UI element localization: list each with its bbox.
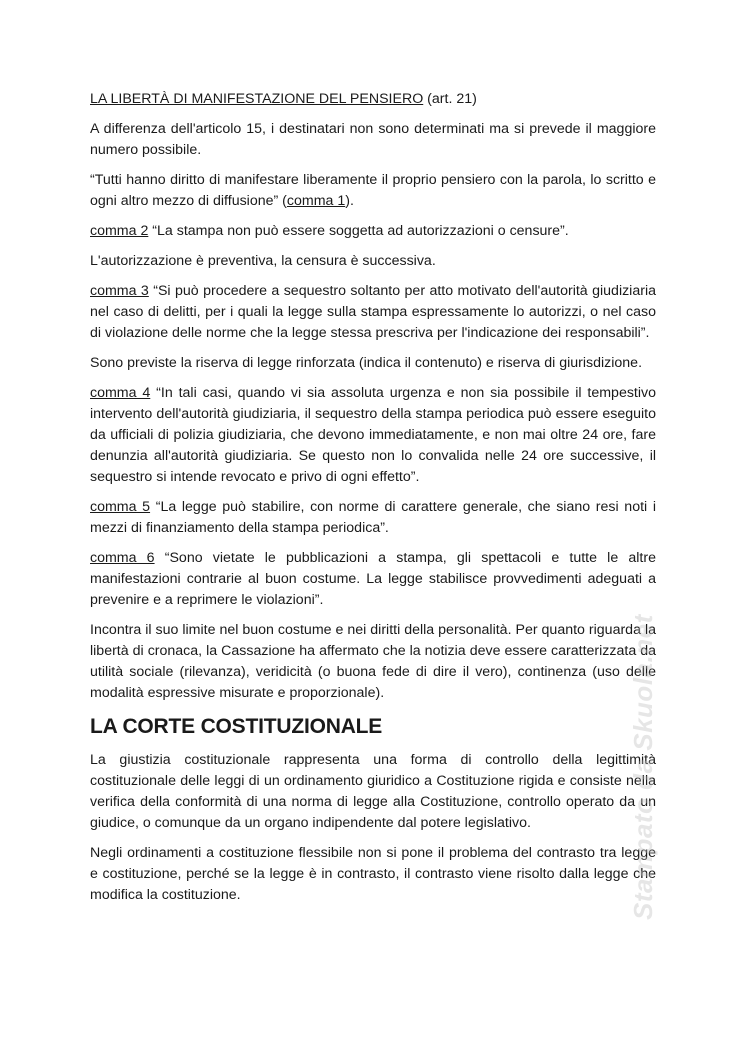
- comma1-paragraph: “Tutti hanno diritto di manifestare liberamente il proprio pensiero con la parola, lo scritto e ogni altro mezzo di diffusione” (comma 1).: [90, 172, 656, 209]
- comma2-label: comma 2: [90, 223, 149, 239]
- comma2-paragraph: comma 2 “La stampa non può essere soggetta ad autorizzazioni o censure”.: [90, 223, 569, 239]
- comma6-label: comma 6: [90, 550, 155, 566]
- comma6-paragraph: comma 6 “Sono vietate le pubblicazioni a stampa, gli spettacoli e tutte le altre manifestazioni contrarie al buon costume. La legge stabilisce provvedimenti adeguati a prevenire e a reprimere le violazioni”.: [90, 550, 656, 608]
- limits-paragraph: Incontra il suo limite nel buon costume e nei diritti della personalità. Per quanto riguarda la libertà di cronaca, la Cassazione ha affermato che la notizia deve essere caratterizzata da utilità sociale (rilevanza), veridicità (o buona fede di dire il vero), continenza (uso delle modalità espressive misurate e proporzionale).: [90, 622, 656, 701]
- comma4-label: comma 4: [90, 385, 151, 401]
- comma5-label: comma 5: [90, 499, 151, 515]
- section-title: [90, 89, 656, 110]
- watermark: Stampato da Skuola.net: [628, 614, 658, 920]
- court-paragraph-2: Negli ordinamenti a costituzione flessibile non si pone il problema del contrasto tra legge e costituzione, perché se la legge è in contrasto, il contrasto viene risolto dalla legge che modifica la costituzione.: [90, 845, 656, 903]
- reserves-paragraph: Sono previste la riserva di legge rinforzata (indica il contenuto) e riserva di giurisdizione.: [90, 355, 643, 371]
- intro-paragraph: A differenza dell'articolo 15, i destinatari non sono determinati ma si prevede il maggiore numero possibile.: [90, 121, 656, 158]
- section-heading: LA CORTE COSTITUZIONALE: [90, 715, 383, 738]
- comma4-paragraph: comma 4 “In tali casi, quando vi sia assoluta urgenza e non sia possibile il tempestivo intervento dell'autorità giudiziaria, il sequestro della stampa periodica può essere eseguito da ufficiali di polizia giudiziaria, che devono immediatamente, e non mai oltre 24 ore, fare denunzia all'autorità giudiziaria. Se questo non lo convalida nelle 24 ore successive, il sequestro si intende revocato e privo di ogni effetto”.: [90, 385, 657, 485]
- court-paragraph-1: La giustizia costituzionale rappresenta una forma di controllo della legittimità costituzionale delle leggi di un ordinamento giuridico a Costituzione rigida e consiste nella verifica della conformità di una norma di legge alla Costituzione, controllo operato da un giudice, o comunque da un organo indipendente dal potere legislativo.: [90, 752, 656, 831]
- comma5-paragraph: comma 5 “La legge può stabilire, con norme di carattere generale, che siano resi noti i mezzi di finanziamento della stampa periodica”.: [90, 499, 656, 536]
- section-title-text: LA LIBERTÀ DI MANIFESTAZIONE DEL PENSIERO: [90, 91, 424, 107]
- comma3-label: comma 3: [90, 283, 149, 299]
- comma1-ref: comma 1: [286, 193, 346, 209]
- document-page: [90, 89, 656, 915]
- authorization-paragraph: L'autorizzazione è preventiva, la censura è successiva.: [90, 253, 436, 269]
- comma3-paragraph: comma 3 “Si può procedere a sequestro soltanto per atto motivato dell'autorità giudiziaria nel caso di delitti, per i quali la legge sulla stampa espressamente lo autorizzi, o nel caso di violazione delle norme che la legge stessa prescriva per l'indicazione dei responsabili”.: [90, 283, 656, 341]
- section-title-ref: (art. 21): [423, 91, 477, 107]
